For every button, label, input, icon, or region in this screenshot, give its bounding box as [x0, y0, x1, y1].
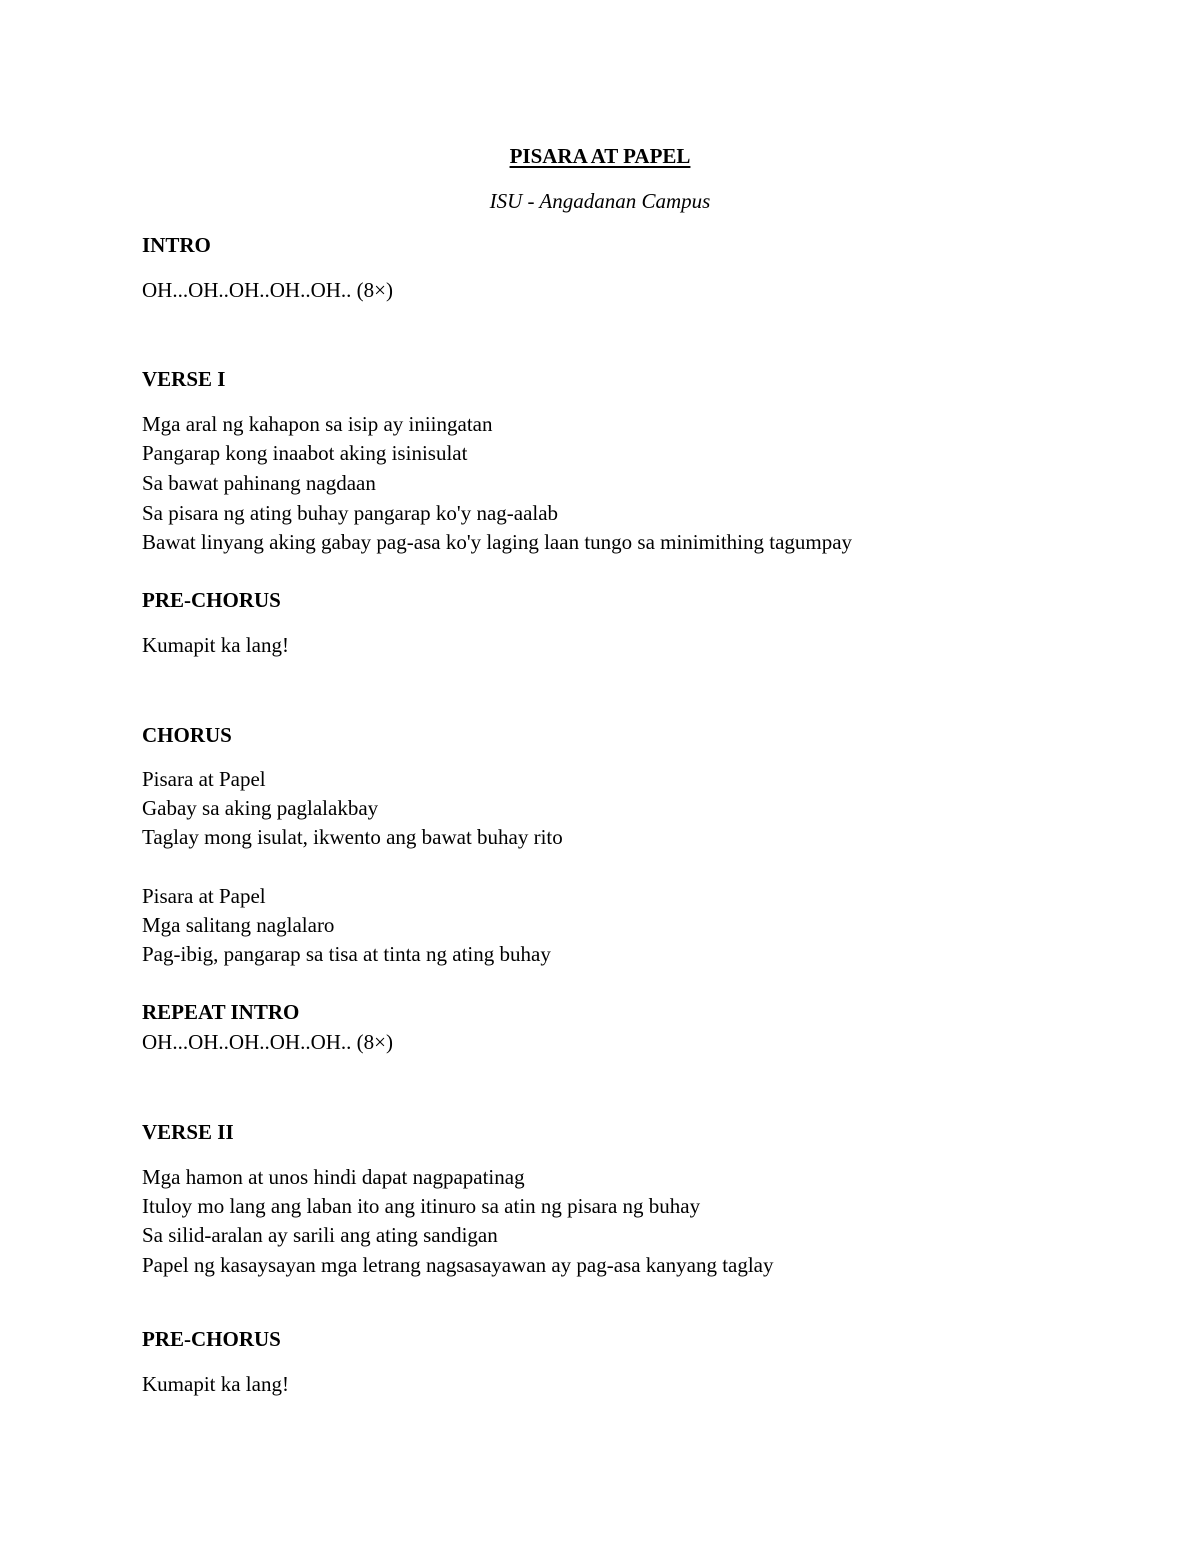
prechorus1-heading: PRE-CHORUS	[142, 588, 281, 612]
chorus-stanza1-line-1: Pisara at Papel	[142, 767, 266, 791]
intro-heading: INTRO	[142, 233, 211, 257]
song-title: PISARA AT PAPEL	[509, 144, 691, 168]
chorus-stanza1-line-2: Gabay sa aking paglalakbay	[142, 796, 379, 820]
chorus-stanza2-line-1: Pisara at Papel	[142, 884, 266, 908]
verse1-line-2: Pangarap kong inaabot aking isinisulat	[142, 441, 468, 465]
chorus-stanza1-line-3: Taglay mong isulat, ikwento ang bawat buhay rito	[142, 825, 563, 849]
prechorus2-heading: PRE-CHORUS	[142, 1327, 281, 1351]
prechorus2-line: Kumapit ka lang!	[142, 1372, 289, 1396]
chorus-stanza2-line-3: Pag-ibig, pangarap sa tisa at tinta ng ating buhay	[142, 942, 551, 966]
verse2-line-3: Sa silid-aralan ay sarili ang ating sandigan	[142, 1223, 498, 1247]
verse1-heading: VERSE I	[142, 367, 226, 391]
verse1-line-4: Sa pisara ng ating buhay pangarap ko'y nag-aalab	[142, 501, 559, 525]
verse2-line-2: Ituloy mo lang ang laban ito ang itinuro sa atin ng pisara ng buhay	[142, 1194, 701, 1218]
repeat-intro-heading: REPEAT INTRO	[142, 1000, 300, 1024]
verse2-line-1: Mga hamon at unos hindi dapat nagpapatinag	[142, 1165, 525, 1189]
verse2-line-4: Papel ng kasaysayan mga letrang nagsasayawan ay pag-asa kanyang taglay	[142, 1253, 774, 1277]
chorus-heading: CHORUS	[142, 723, 232, 747]
intro-line: OH...OH..OH..OH..OH.. (8×)	[142, 278, 393, 302]
chorus-stanza2-line-2: Mga salitang naglalaro	[142, 913, 335, 937]
verse1-line-1: Mga aral ng kahapon sa isip ay iniingatan	[142, 412, 493, 436]
verse1-line-3: Sa bawat pahinang nagdaan	[142, 471, 376, 495]
verse2-heading: VERSE II	[142, 1120, 234, 1144]
repeat-intro-line: OH...OH..OH..OH..OH.. (8×)	[142, 1030, 393, 1054]
verse1-line-5: Bawat linyang aking gabay pag-asa ko'y laging laan tungo sa minimithing tagumpay	[142, 530, 853, 554]
song-subtitle: ISU - Angadanan Campus	[489, 189, 711, 213]
prechorus1-line: Kumapit ka lang!	[142, 633, 289, 657]
